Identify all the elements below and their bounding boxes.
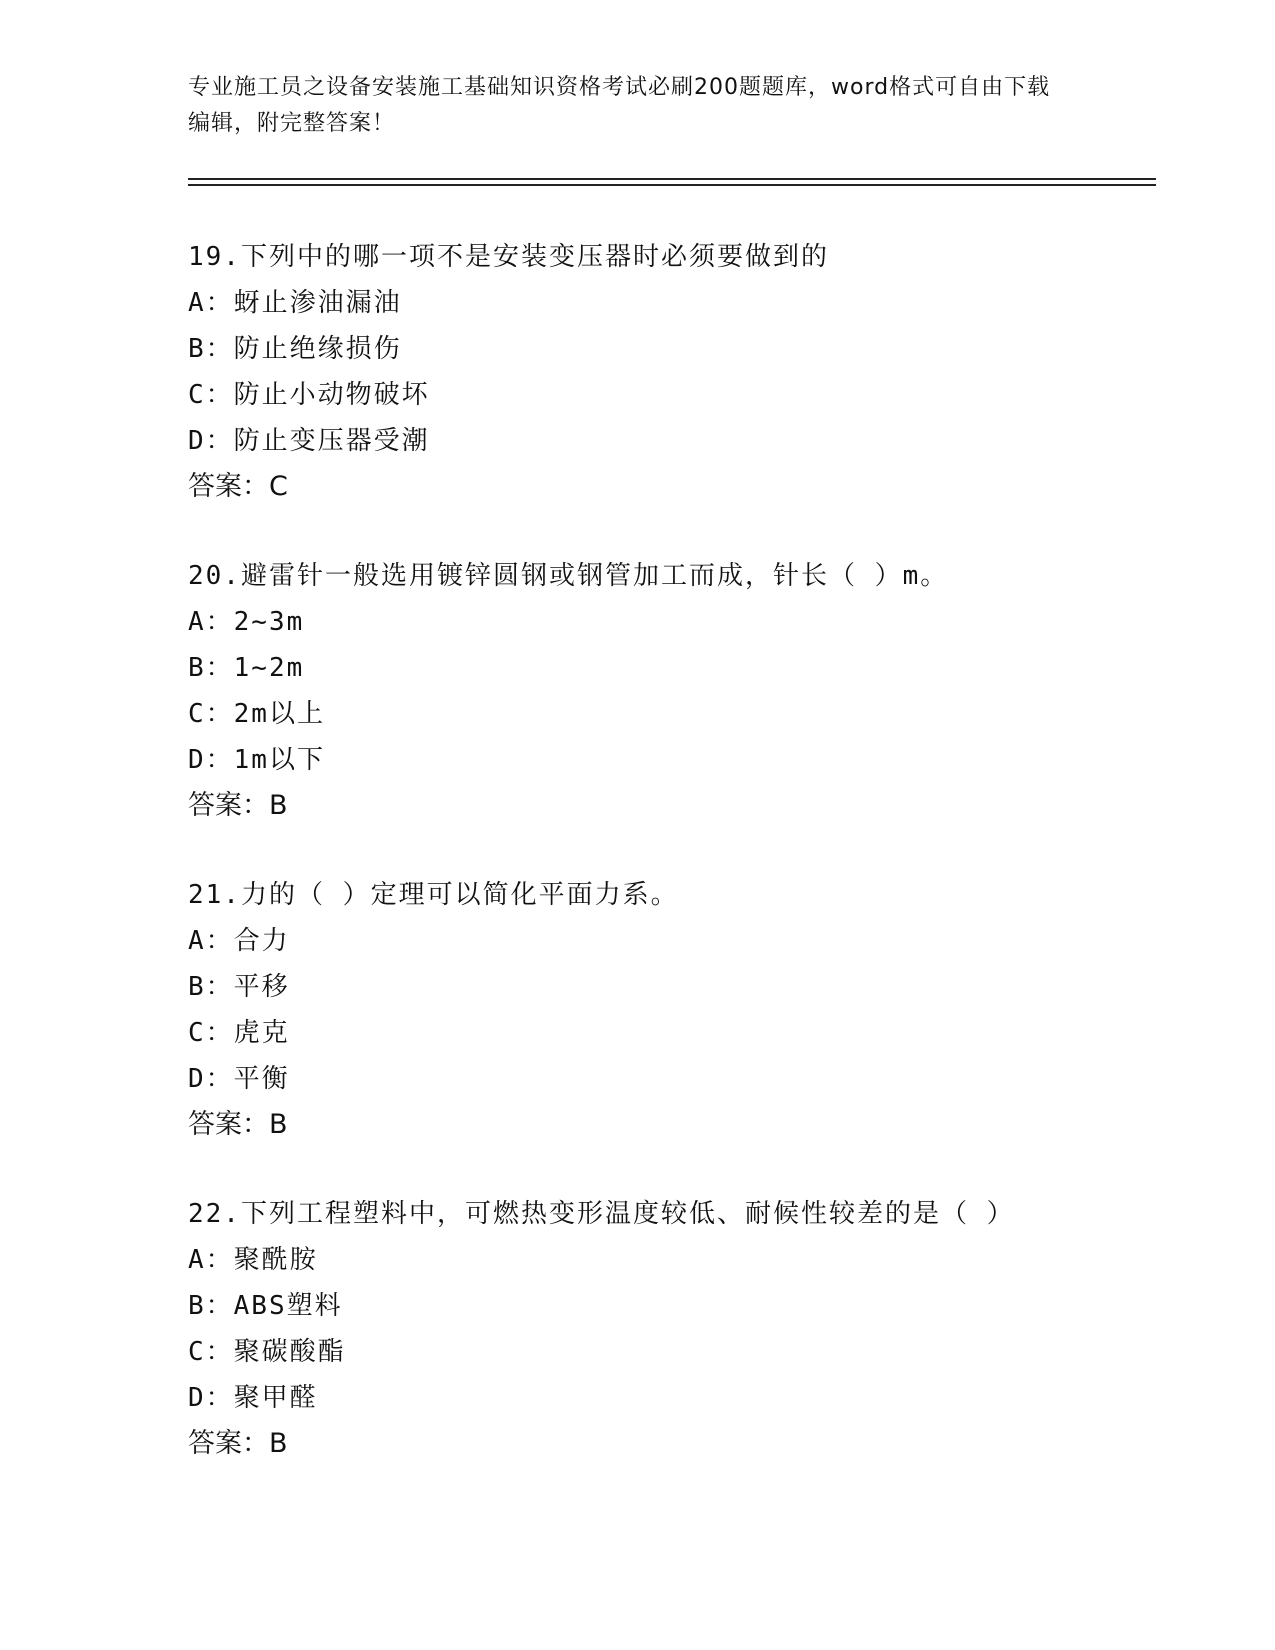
- document-header: 专业施工员之设备安装施工基础知识资格考试必刷200题题库，word格式可自由下载编辑，附完整答案！: [188, 75, 1051, 136]
- option-c: C：防止小动物破坏: [188, 380, 430, 410]
- option-d: D：防止变压器受潮: [188, 426, 430, 456]
- question-list: [188, 234, 1148, 1510]
- rule-line: [188, 178, 1156, 180]
- option-b: B：平移: [188, 972, 290, 1002]
- question-19: [188, 234, 1148, 510]
- question-20: [188, 553, 1148, 829]
- option-d: D：平衡: [188, 1064, 290, 1094]
- answer-line: 答案：B: [188, 1109, 288, 1140]
- option-a: A：2~3m: [188, 607, 305, 637]
- header-double-rule: [188, 178, 1156, 186]
- question-stem: 22.下列工程塑料中，可燃热变形温度较低、耐候性较差的是（ ）: [188, 1199, 1015, 1229]
- question-stem: 21.力的（ ）定理可以简化平面力系。: [188, 880, 679, 910]
- rule-line: [188, 184, 1156, 186]
- option-a: A：聚酰胺: [188, 1245, 318, 1275]
- question-stem: 20.避雷针一般选用镀锌圆钢或钢管加工而成，针长（ ）m。: [188, 561, 949, 591]
- option-c: C：虎克: [188, 1018, 290, 1048]
- question-stem: 19.下列中的哪一项不是安装变压器时必须要做到的: [188, 242, 829, 272]
- option-d: D：1m以下: [188, 745, 325, 775]
- question-22: [188, 1191, 1148, 1467]
- option-c: C：聚碳酸酯: [188, 1337, 346, 1367]
- option-c: C：2m以上: [188, 699, 325, 729]
- option-a: A：蚜止渗油漏油: [188, 288, 402, 318]
- option-b: B：防止绝缘损伤: [188, 334, 402, 364]
- option-d: D：聚甲醛: [188, 1383, 318, 1413]
- answer-line: 答案：B: [188, 790, 288, 821]
- question-21: [188, 872, 1148, 1148]
- option-b: B：1~2m: [188, 653, 305, 683]
- answer-line: 答案：C: [188, 471, 288, 502]
- answer-line: 答案：B: [188, 1428, 288, 1459]
- option-b: B：ABS塑料: [188, 1291, 343, 1321]
- option-a: A：合力: [188, 926, 290, 956]
